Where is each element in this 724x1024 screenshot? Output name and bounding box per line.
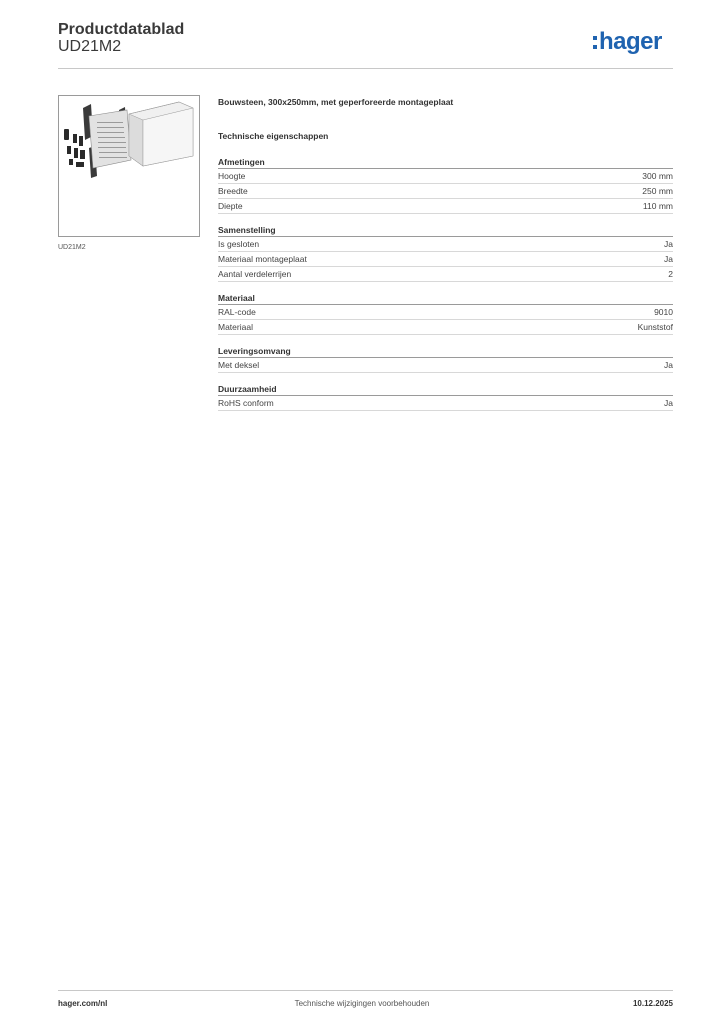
product-image xyxy=(58,95,200,237)
spec-row xyxy=(218,320,673,335)
spec-value: 9010 xyxy=(654,307,673,317)
hager-logo[interactable] xyxy=(593,27,675,57)
header-divider xyxy=(58,68,673,69)
spec-group-leveringsomvang xyxy=(218,345,673,373)
spec-row xyxy=(218,169,673,184)
spec-label: Diepte xyxy=(218,201,243,211)
spec-value: Ja xyxy=(664,360,673,370)
footer-website-link[interactable]: hager.com/nl xyxy=(58,999,108,1008)
spec-value: Kunststof xyxy=(637,322,673,332)
spec-group-title: Afmetingen xyxy=(218,156,673,169)
footer-divider xyxy=(58,990,673,991)
spec-value: Ja xyxy=(664,398,673,408)
product-code: UD21M2 xyxy=(58,38,122,55)
logo-text: hager xyxy=(599,28,662,55)
spec-group-afmetingen xyxy=(218,156,673,214)
product-title: Bouwsteen, 300x250mm, met geperforeerde montageplaat xyxy=(218,97,454,107)
spec-value: 300 mm xyxy=(642,171,673,181)
spec-group-title: Duurzaamheid xyxy=(218,383,673,396)
spec-label: Materiaal xyxy=(218,322,253,332)
spec-row xyxy=(218,184,673,199)
enclosure-illustration-icon xyxy=(59,96,199,236)
document-title: Productdatablad xyxy=(58,21,185,38)
spec-label: Met deksel xyxy=(218,360,260,370)
footer-date: 10.12.2025 xyxy=(632,999,673,1008)
spec-label: RoHS conform xyxy=(218,398,274,408)
spec-group-title: Leveringsomvang xyxy=(218,345,673,358)
spec-row xyxy=(218,396,673,411)
spec-label: Hoogte xyxy=(218,171,246,181)
spec-group-samenstelling xyxy=(218,224,673,282)
spec-row xyxy=(218,358,673,373)
spec-label: Breedte xyxy=(218,186,248,196)
spec-value: 250 mm xyxy=(642,186,673,196)
spec-row xyxy=(218,252,673,267)
spec-label: RAL-code xyxy=(218,307,256,317)
spec-row xyxy=(218,237,673,252)
spec-value: 2 xyxy=(668,269,673,279)
technical-properties-heading: Technische eigenschappen xyxy=(218,131,329,141)
spec-value: Ja xyxy=(664,254,673,264)
footer-disclaimer: Technische wijzigingen voorbehouden xyxy=(294,999,430,1008)
spec-row xyxy=(218,267,673,282)
spec-label: Is gesloten xyxy=(218,239,260,249)
spec-value: 110 mm xyxy=(642,201,673,211)
spec-value: Ja xyxy=(664,239,673,249)
spec-label: Materiaal montageplaat xyxy=(218,254,307,264)
spec-group-title: Materiaal xyxy=(218,292,673,305)
image-caption: UD21M2 xyxy=(58,244,86,251)
specifications-table xyxy=(218,156,673,421)
spec-row xyxy=(218,305,673,320)
spec-group-title: Samenstelling xyxy=(218,224,673,237)
logo-dots-icon xyxy=(593,36,597,49)
spec-group-duurzaamheid xyxy=(218,383,673,411)
spec-label: Aantal verdelerrijen xyxy=(218,269,292,279)
spec-group-materiaal xyxy=(218,292,673,335)
spec-row xyxy=(218,199,673,214)
